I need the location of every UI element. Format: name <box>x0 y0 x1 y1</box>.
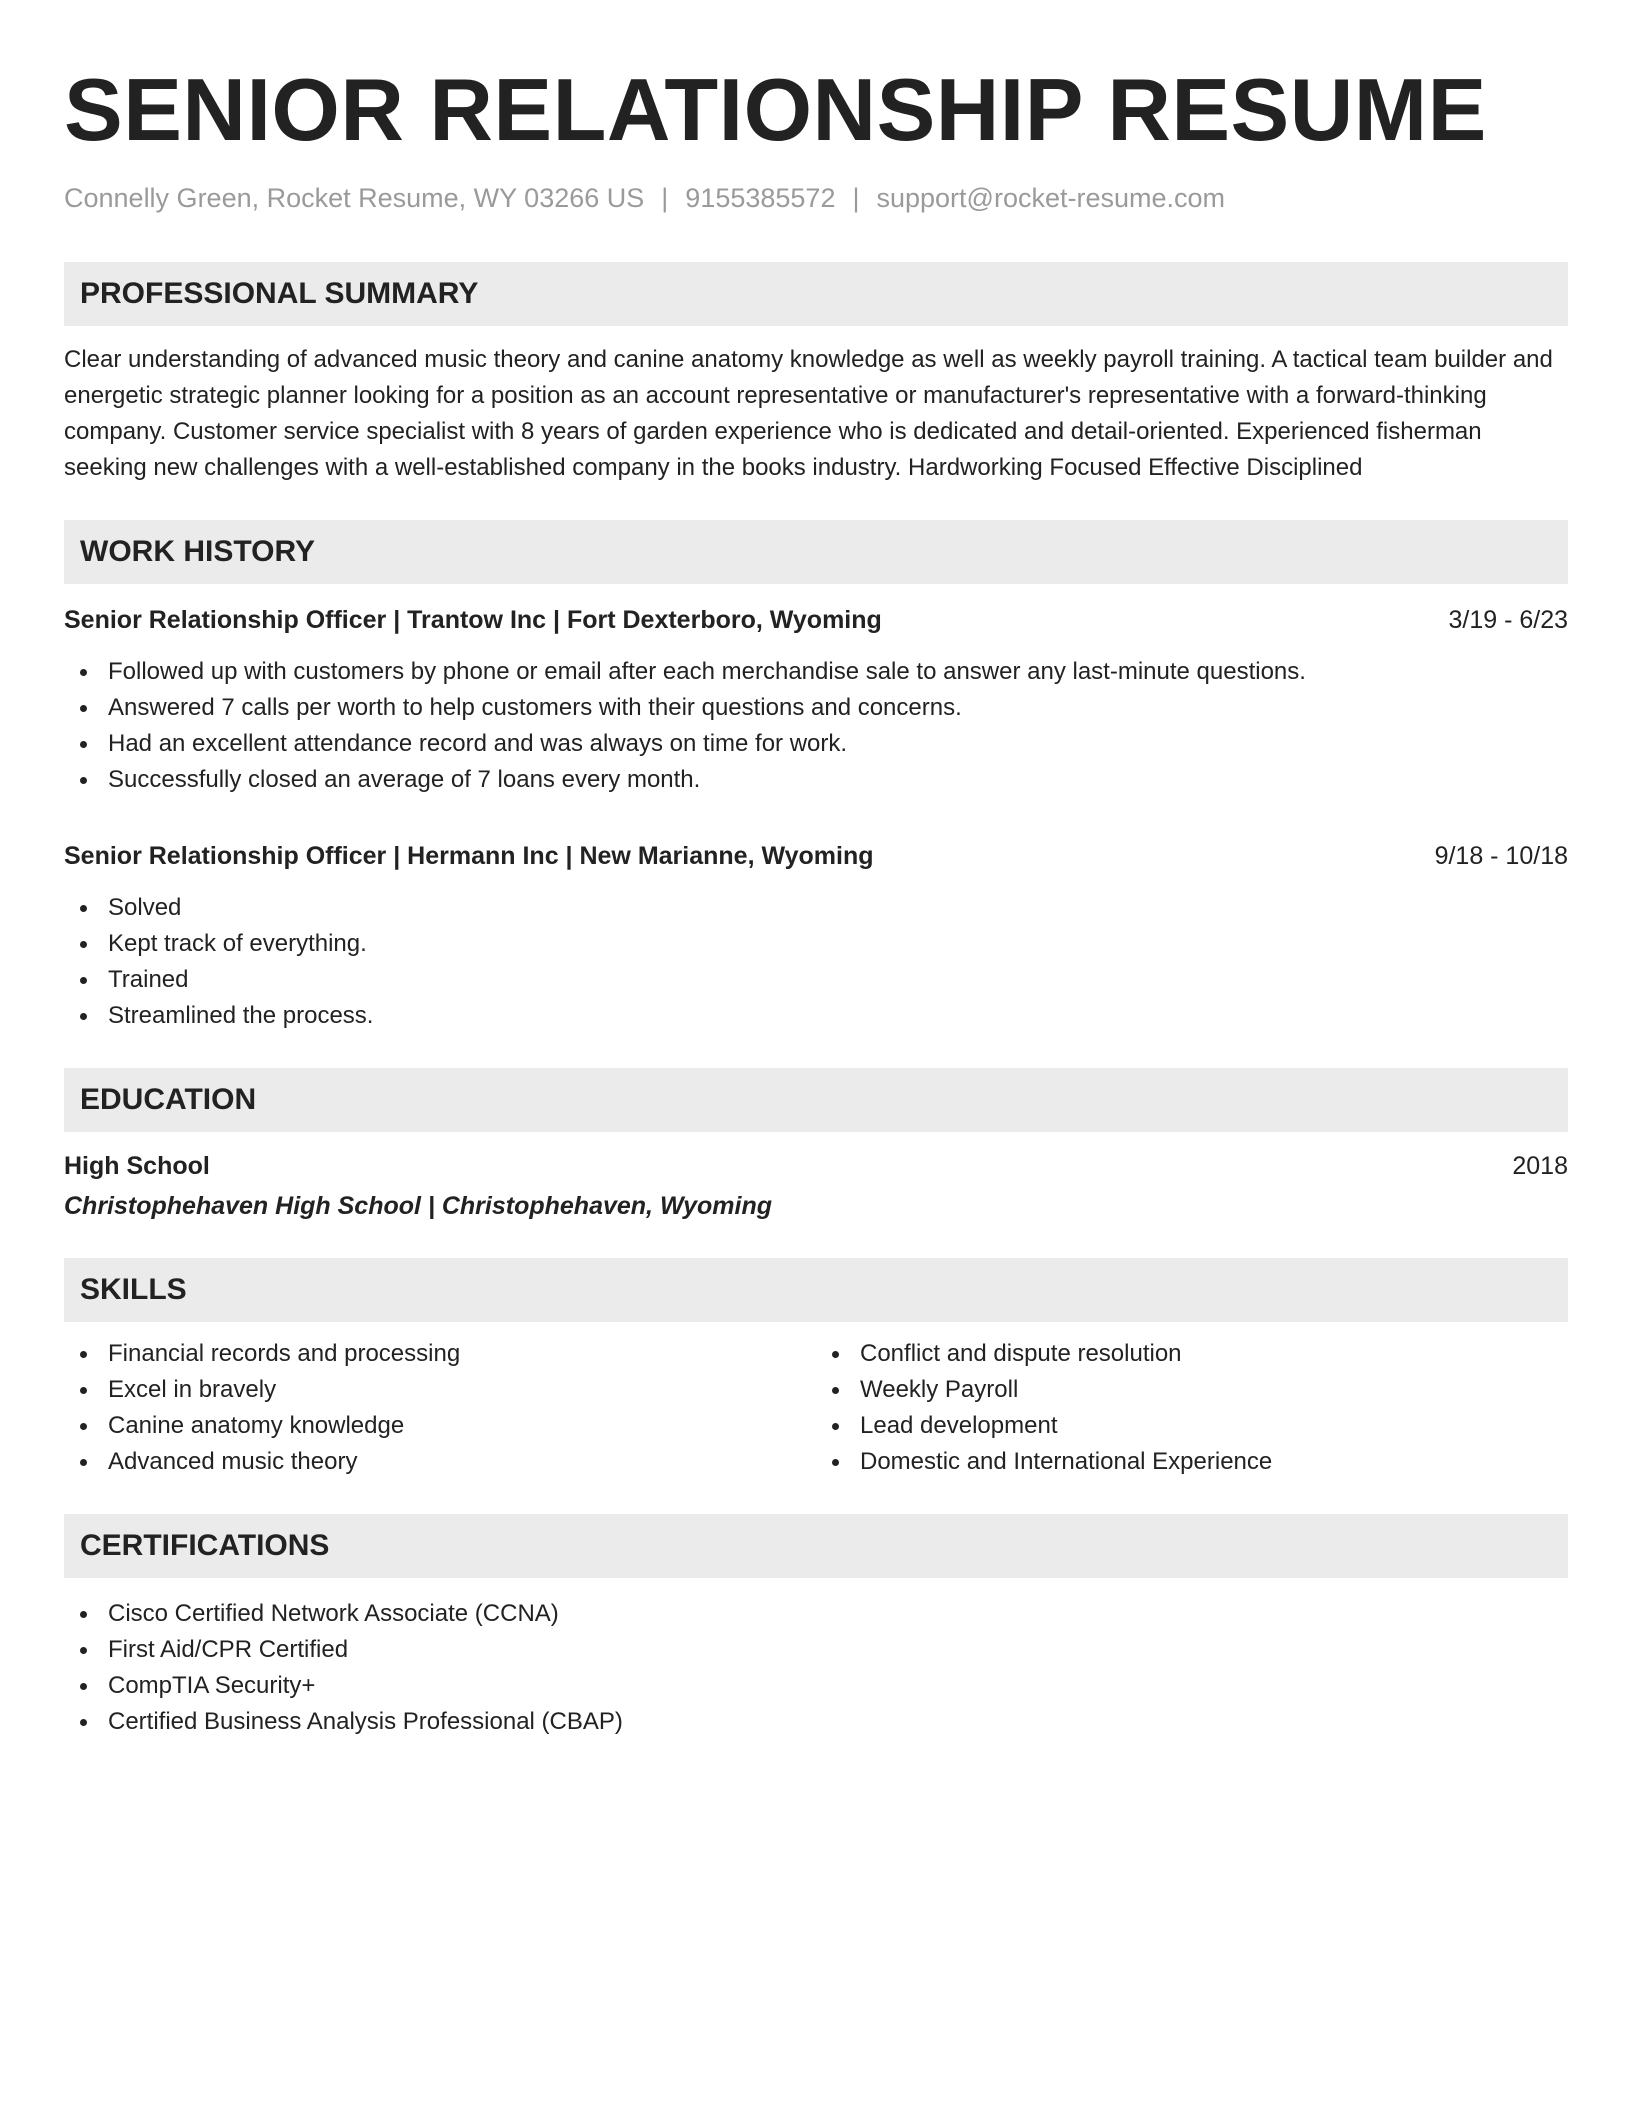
certifications-list <box>64 1596 1568 1740</box>
section-heading-education: EDUCATION <box>64 1068 1568 1132</box>
list-item: Streamlined the process. <box>64 998 1568 1034</box>
section-heading-certifications: CERTIFICATIONS <box>64 1514 1568 1578</box>
contact-email: support@rocket-resume.com <box>876 183 1226 213</box>
education-entry <box>64 1150 1568 1222</box>
list-item: Had an excellent attendance record and was always on time for work. <box>64 726 1568 762</box>
contact-separator: | <box>852 183 860 213</box>
contact-separator: | <box>661 183 669 213</box>
list-item: Solved <box>64 890 1568 926</box>
job-dates: 3/19 - 6/23 <box>1448 606 1568 635</box>
section-heading-summary: PROFESSIONAL SUMMARY <box>64 262 1568 326</box>
section-heading-work-history: WORK HISTORY <box>64 520 1568 584</box>
job-entry <box>64 840 1568 1034</box>
job-duties <box>64 654 1568 798</box>
list-item: Successfully closed an average of 7 loans every month. <box>64 762 1568 798</box>
list-item: Certified Business Analysis Professional (CBAP) <box>64 1704 1568 1740</box>
list-item: Domestic and International Experience <box>816 1444 1568 1480</box>
job-title: Senior Relationship Officer | Trantow Inc | Fort Dexterboro, Wyoming <box>64 606 882 635</box>
education-school: Christophehaven High School | Christophehaven, Wyoming <box>64 1192 772 1221</box>
contact-address: Connelly Green, Rocket Resume, WY 03266 US <box>64 183 645 213</box>
section-heading-skills: SKILLS <box>64 1258 1568 1322</box>
contact-line <box>64 182 1568 214</box>
list-item: Cisco Certified Network Associate (CCNA) <box>64 1596 1568 1632</box>
list-item: Kept track of everything. <box>64 926 1568 962</box>
list-item: CompTIA Security+ <box>64 1668 1568 1704</box>
list-item: Advanced music theory <box>64 1444 816 1480</box>
job-duties <box>64 890 1568 1034</box>
skills-column-left <box>64 1336 816 1480</box>
list-item: Lead development <box>816 1408 1568 1444</box>
education-year: 2018 <box>1512 1152 1568 1181</box>
list-item: Trained <box>64 962 1568 998</box>
education-degree: High School <box>64 1152 210 1181</box>
list-item: Financial records and processing <box>64 1336 816 1372</box>
job-header <box>64 840 1568 872</box>
list-item: First Aid/CPR Certified <box>64 1632 1568 1668</box>
education-header <box>64 1150 1568 1182</box>
job-header <box>64 604 1568 636</box>
resume-title: SENIOR RELATIONSHIP RESUME <box>64 60 1487 159</box>
skills-grid <box>64 1336 1568 1480</box>
list-item: Weekly Payroll <box>816 1372 1568 1408</box>
list-item: Excel in bravely <box>64 1372 816 1408</box>
skills-column-right <box>816 1336 1568 1480</box>
list-item: Canine anatomy knowledge <box>64 1408 816 1444</box>
summary-text: Clear understanding of advanced music theory and canine anatomy knowledge as well as weekly payroll training. A tactical team builder and energetic strategic planner looking for a position as an account representative or manufacturer's representative with a forward-thinking company. Customer service specialist with 8 years of garden experience who is dedicated and detail-oriented. Experienced fisherman seeking new challenges with a well-established company in the books industry. Hardworking Focused Effective Disciplined <box>64 346 1553 482</box>
job-entry <box>64 604 1568 798</box>
list-item: Conflict and dispute resolution <box>816 1336 1568 1372</box>
list-item: Followed up with customers by phone or email after each merchandise sale to answer any last-minute questions. <box>64 654 1568 690</box>
contact-phone: 9155385572 <box>685 183 836 213</box>
job-title: Senior Relationship Officer | Hermann Inc | New Marianne, Wyoming <box>64 842 874 871</box>
list-item: Answered 7 calls per worth to help customers with their questions and concerns. <box>64 690 1568 726</box>
job-dates: 9/18 - 10/18 <box>1434 842 1568 871</box>
